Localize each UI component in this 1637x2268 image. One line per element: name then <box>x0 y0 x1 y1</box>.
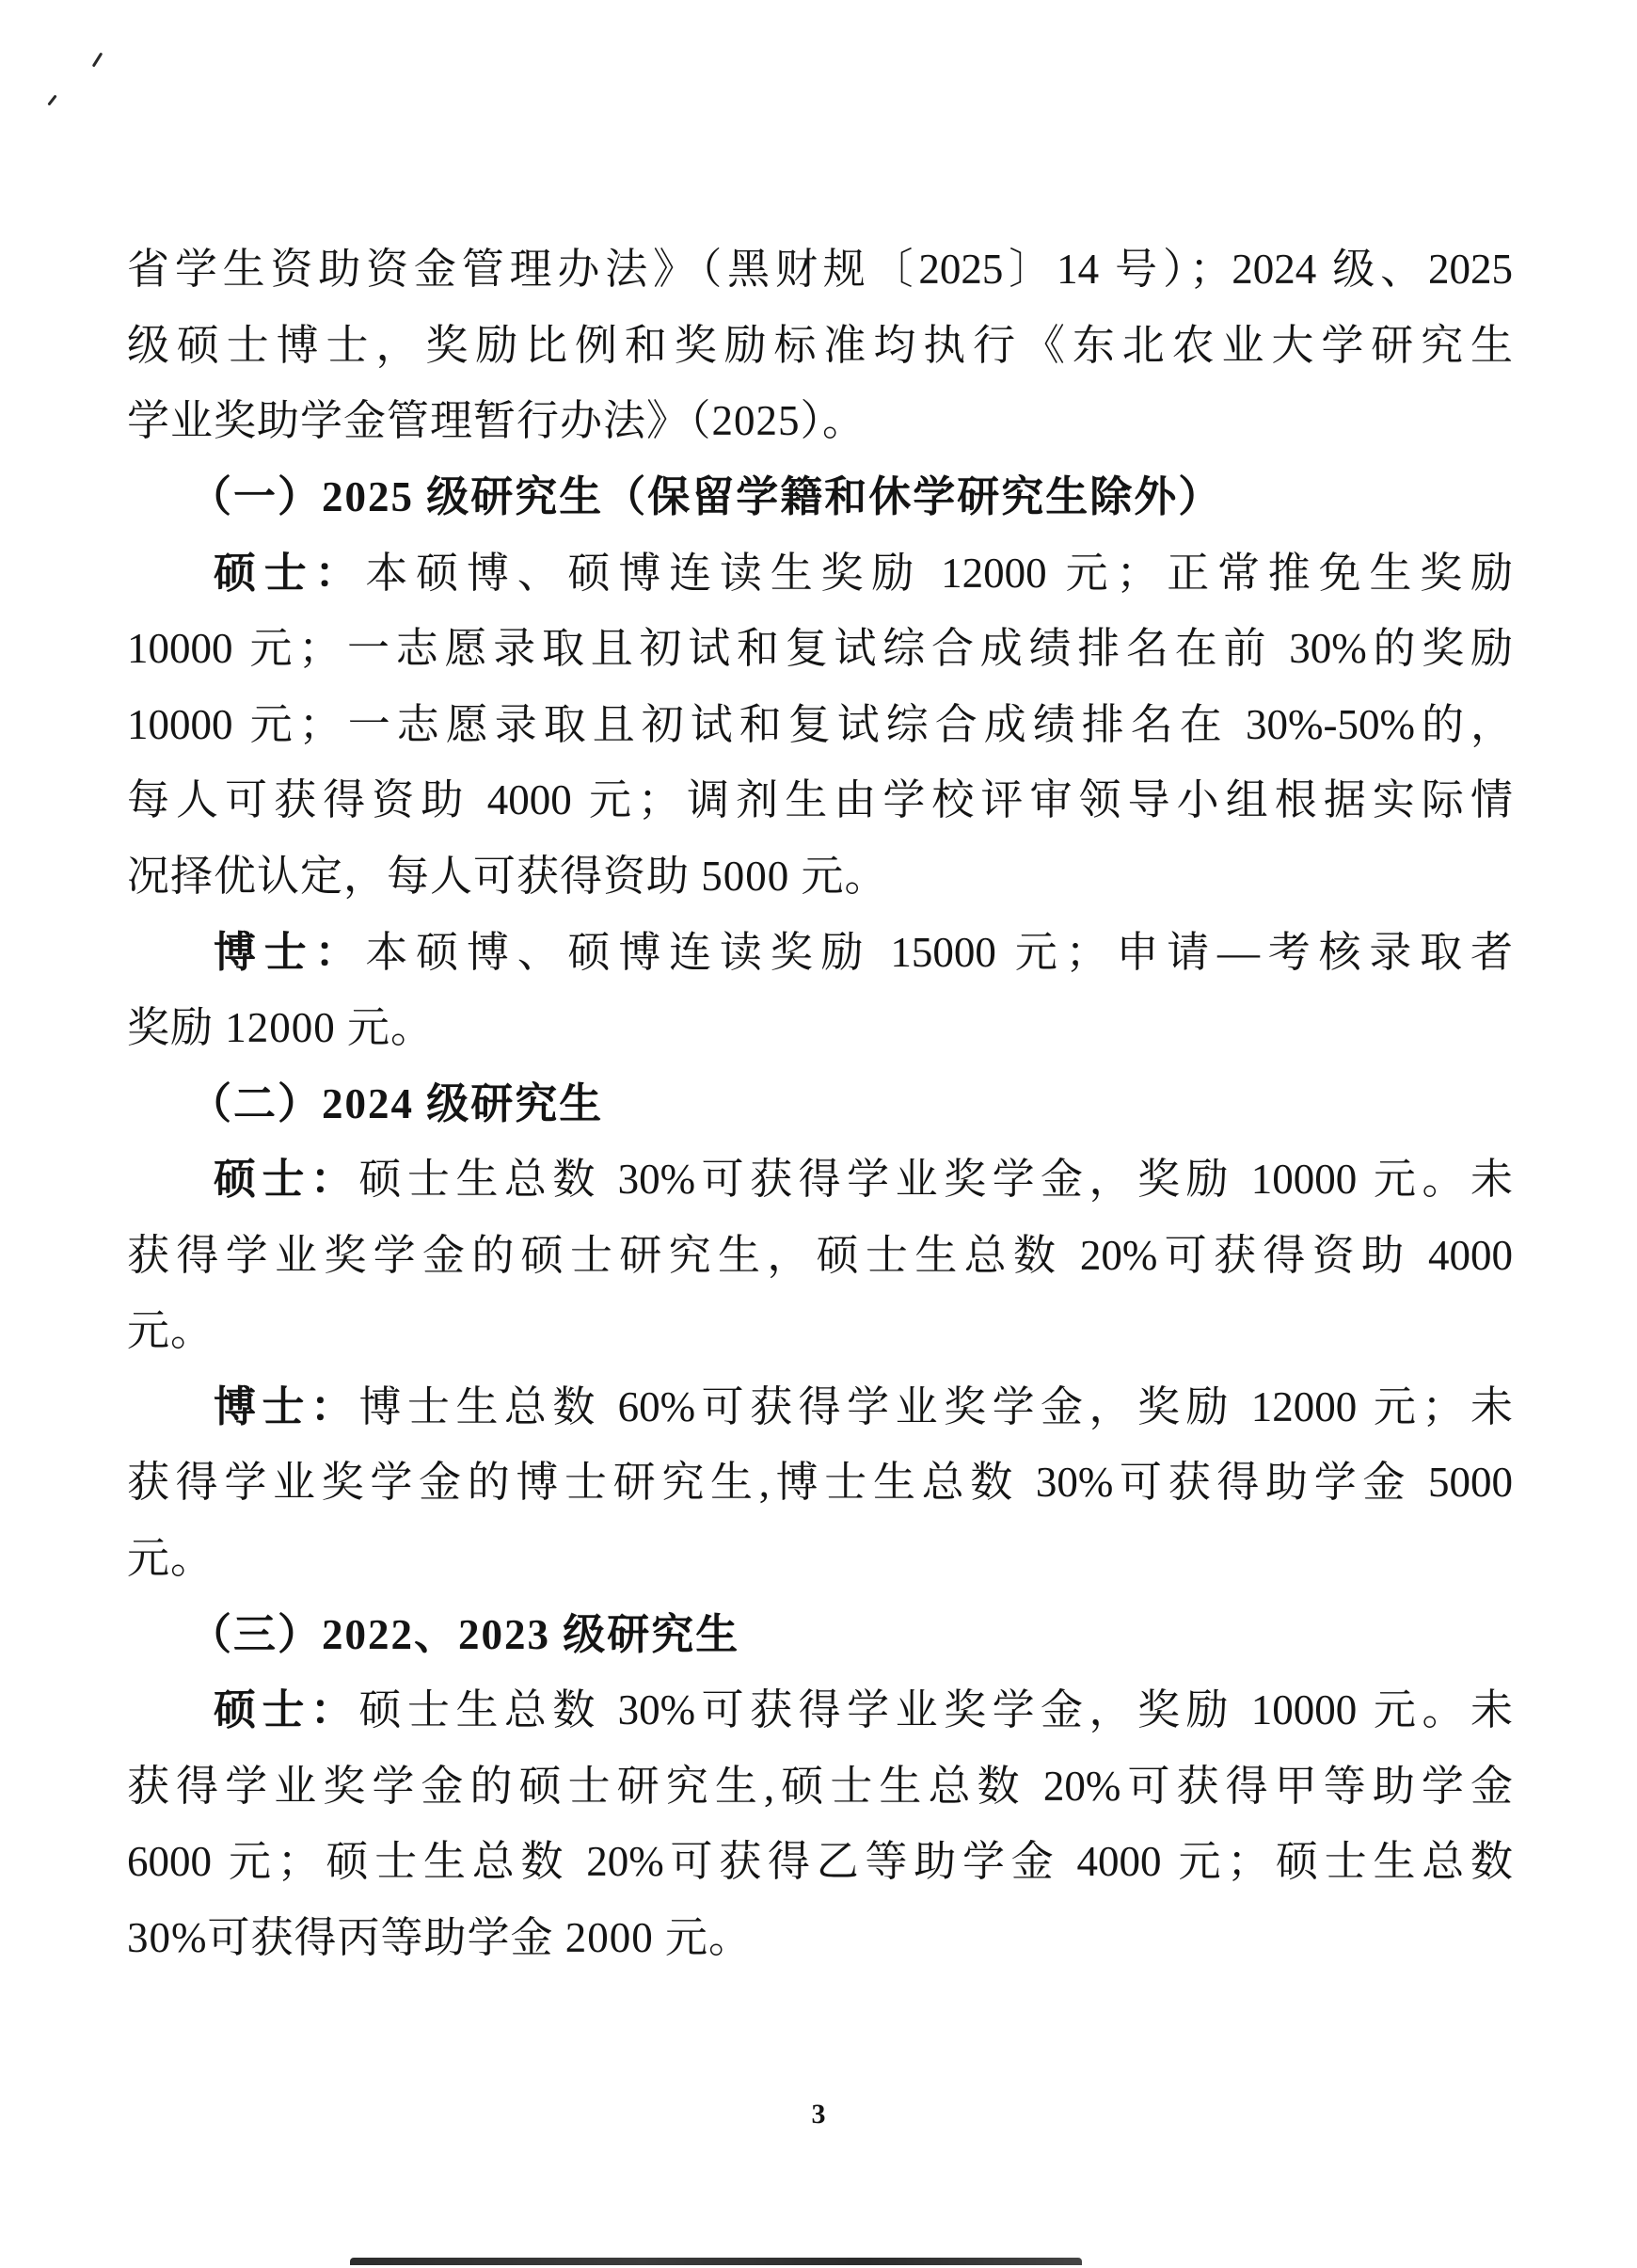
text-line <box>127 1303 1513 1358</box>
text-line <box>127 242 1513 296</box>
scan-mark-icon <box>92 52 103 67</box>
text-run: 况择优认定，每人可获得资助 5000 元。 <box>127 853 888 900</box>
paragraph-line <box>127 546 1513 600</box>
text-run: 本硕博、硕博连读奖励 15000 元；申请—考核录取者 <box>365 929 1513 976</box>
scan-edge-artifact <box>350 2258 1082 2265</box>
text-line <box>127 697 1513 752</box>
text-run: 6000 元；硕士生总数 20%可获得乙等助学金 4000 元；硕士生总数 <box>127 1838 1513 1885</box>
text-run: 获得学业奖学金的硕士研究生,硕士生总数 20%可获得甲等助学金 <box>127 1763 1513 1810</box>
text-line <box>127 1834 1513 1889</box>
bold-label: 硕士： <box>214 550 366 597</box>
text-line <box>127 1759 1513 1813</box>
text-run: 硕士生总数 30%可获得学业奖学金，奖励 10000 元。未 <box>358 1686 1513 1733</box>
text-run: 级硕士博士，奖励比例和奖励标准均执行《东北农业大学研究生 <box>127 322 1513 369</box>
text-line <box>127 621 1513 676</box>
section-heading <box>127 1077 1575 1131</box>
paragraph-line <box>127 1380 1513 1434</box>
text-run: 奖励 12000 元。 <box>127 1004 435 1051</box>
text-run: 硕士生总数 30%可获得学业奖学金，奖励 10000 元。未 <box>358 1156 1513 1203</box>
paragraph-line <box>127 1152 1513 1206</box>
text-run: 每人可获得资助 4000 元；调剂生由学校评审领导小组根据实际情 <box>127 776 1513 823</box>
text-run: 10000 元；一志愿录取且初试和复试综合成绩排名在前 30%的奖励 <box>127 625 1513 672</box>
bold-label: 硕士： <box>214 1686 359 1733</box>
page-number: 3 <box>811 2099 826 2130</box>
bold-label: 博士： <box>214 929 366 976</box>
text-line <box>127 1228 1513 1283</box>
text-line <box>127 849 1513 903</box>
heading-text: （二）2024 级研究生 <box>189 1080 604 1127</box>
text-line <box>127 1531 1513 1586</box>
text-run: 10000 元；一志愿录取且初试和复试综合成绩排名在 30%-50%的， <box>127 701 1513 748</box>
heading-text: （三）2022、2023 级研究生 <box>189 1611 740 1658</box>
scan-mark-icon <box>47 94 56 105</box>
text-run: 元。 <box>127 1307 215 1354</box>
text-run: 30%可获得丙等助学金 2000 元。 <box>127 1914 752 1961</box>
heading-text: （一）2025 级研究生（保留学籍和休学研究生除外） <box>189 473 1223 520</box>
text-line <box>127 393 1513 448</box>
text-run: 获得学业奖学金的博士研究生,博士生总数 30%可获得助学金 5000 <box>127 1459 1513 1506</box>
text-run: 元。 <box>127 1535 215 1582</box>
text-run: 获得学业奖学金的硕士研究生，硕士生总数 20%可获得资助 4000 <box>127 1232 1513 1279</box>
text-line <box>127 1910 1513 1965</box>
text-line <box>127 1455 1513 1509</box>
text-line <box>127 318 1513 373</box>
text-line <box>127 773 1513 827</box>
text-run: 博士生总数 60%可获得学业奖学金，奖励 12000 元；未 <box>358 1383 1513 1430</box>
bold-label: 硕士： <box>214 1156 359 1203</box>
text-run: 省学生资助资金管理办法》（黑财规〔2025〕14 号）；2024 级、2025 <box>127 246 1513 293</box>
paragraph-line <box>127 925 1513 980</box>
section-heading <box>127 470 1575 524</box>
section-heading <box>127 1607 1575 1662</box>
text-line <box>127 1000 1513 1055</box>
bold-label: 博士： <box>214 1383 359 1430</box>
text-run: 学业奖助学金管理暂行办法》（2025）。 <box>127 397 866 444</box>
paragraph-line <box>127 1683 1513 1737</box>
text-run: 本硕博、硕博连读生奖励 12000 元；正常推免生奖励 <box>365 550 1513 597</box>
